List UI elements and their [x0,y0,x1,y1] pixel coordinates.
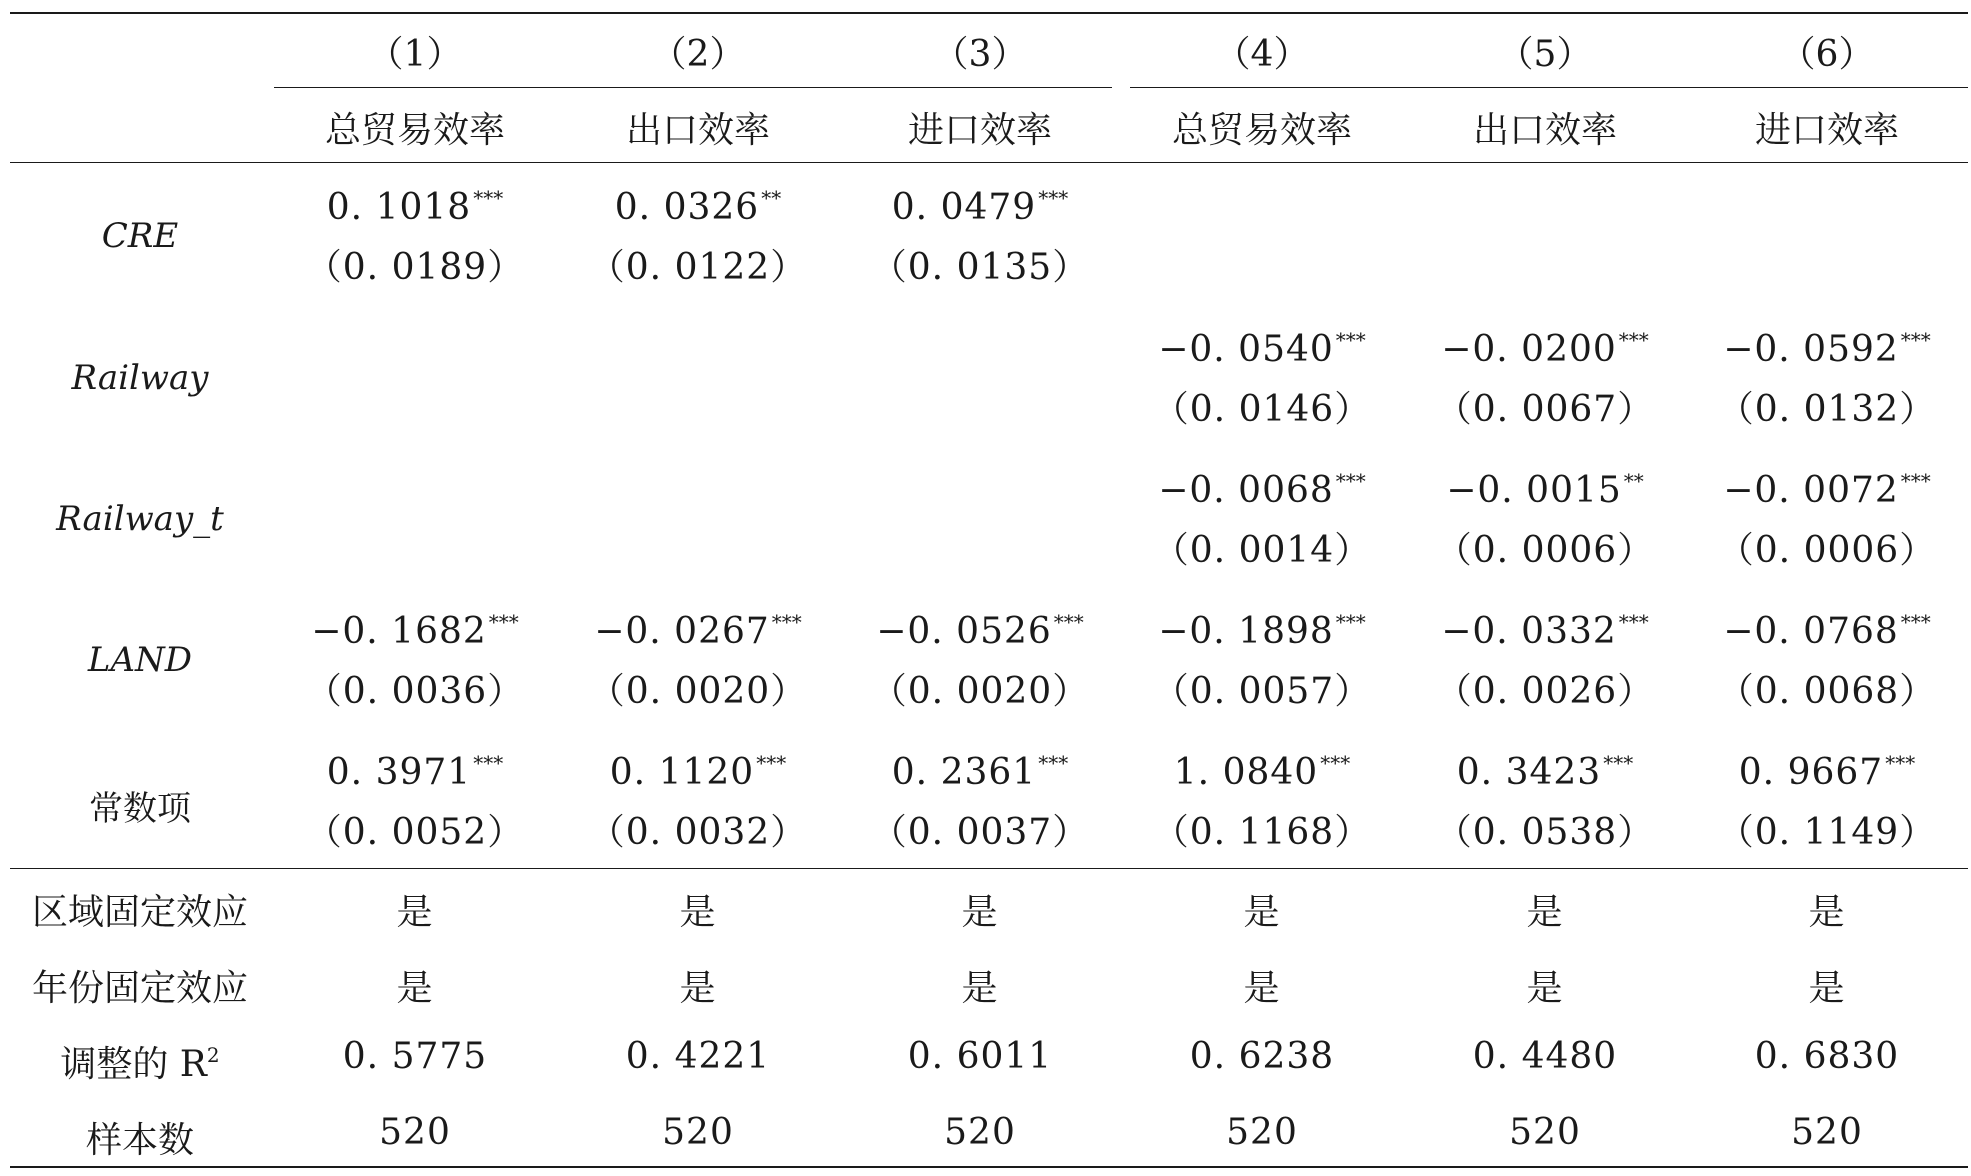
coefficient-number: −0. 0015 [1446,470,1622,511]
standard-error: （0. 1168） [1152,812,1372,853]
body-bottom-rule [10,868,1968,869]
significance-stars: *** [1900,469,1931,493]
coefficient-number: 0. 1018 [326,187,472,228]
standard-error: （0. 0122） [588,247,808,288]
coefficient-number: 1. 0840 [1173,752,1319,793]
standard-error: （0. 0068） [1717,671,1937,712]
coefficient-value [1697,328,1957,370]
variable-label: CRE [101,216,179,256]
coefficient-number: −0. 1682 [311,611,487,652]
column-number: （5） [1497,34,1593,75]
significance-stars: *** [1900,610,1931,634]
stat-value: 520 [379,1112,451,1153]
stat-value: 0. 4480 [1472,1036,1618,1077]
standard-error: （0. 0006） [1717,530,1937,571]
standard-error: （0. 0538） [1435,812,1655,853]
column-number: （1） [367,34,463,75]
stat-value: 0. 6238 [1189,1036,1335,1077]
column-header: 进口效率 [1754,110,1899,151]
stat-label: 调整的 $R^2$ [60,1043,220,1085]
significance-stars: *** [1900,328,1931,352]
column-number: （3） [932,34,1028,75]
stat-value: 是 [1808,892,1846,933]
standard-error: （0. 0006） [1435,530,1655,571]
coefficient-number: −0. 0768 [1723,611,1899,652]
significance-stars: *** [1038,186,1069,210]
column-header: 总贸易效率 [324,110,505,151]
stat-value: 0. 6011 [907,1036,1053,1077]
column-header: 出口效率 [1472,110,1617,151]
stat-value: 是 [961,892,999,933]
coefficient-value [850,610,1110,652]
standard-error: （0. 0037） [870,812,1090,853]
coefficient-number: 0. 0326 [614,187,760,228]
significance-stars: *** [1885,751,1916,775]
significance-stars: *** [1335,610,1366,634]
stat-value: 是 [1808,968,1846,1009]
significance-stars: *** [771,610,802,634]
stat-value: 520 [662,1112,734,1153]
coefficient-number: −0. 0592 [1723,329,1899,370]
significance-stars: *** [1618,328,1649,352]
coefficient-value [1132,469,1392,511]
column-header: 进口效率 [907,110,1052,151]
column-number: （6） [1779,34,1875,75]
stat-value: 520 [1791,1112,1863,1153]
column-number: （4） [1214,34,1310,75]
stat-value: 520 [944,1112,1016,1153]
significance-stars: *** [1335,469,1366,493]
significance-stars: *** [1603,751,1634,775]
coefficient-number: −0. 0332 [1441,611,1617,652]
coefficient-number: −0. 0267 [594,611,770,652]
stat-value: 是 [1243,968,1281,1009]
standard-error: （0. 0032） [588,812,808,853]
coefficient-number: −0. 1898 [1158,611,1334,652]
stat-label: 样本数 [85,1120,194,1161]
significance-stars: *** [488,610,519,634]
significance-stars: *** [1618,610,1649,634]
variable-label: LAND [87,640,193,680]
variable-label: Railway_t [56,499,224,539]
coefficient-value [1132,610,1392,652]
coefficient-value [1415,751,1675,793]
coefficient-value [1415,328,1675,370]
stat-value: 是 [1526,892,1564,933]
significance-stars: *** [473,751,504,775]
significance-stars: ** [761,186,782,210]
coefficient-number: −0. 0072 [1723,470,1899,511]
column-header: 出口效率 [625,110,770,151]
variable-label: 常数项 [89,789,191,829]
stat-value: 0. 5775 [342,1036,488,1077]
stat-value: 是 [679,892,717,933]
coefficient-value [1415,469,1675,511]
coefficient-number: 0. 9667 [1738,752,1884,793]
stat-label: 区域固定效应 [31,892,248,933]
coefficient-number: −0. 0200 [1441,329,1617,370]
standard-error: （0. 0036） [305,671,525,712]
standard-error: （0. 0135） [870,247,1090,288]
standard-error: （0. 0067） [1435,389,1655,430]
coefficient-value [1415,610,1675,652]
stat-value: 是 [961,968,999,1009]
stat-value: 0. 4221 [625,1036,771,1077]
significance-stars: *** [473,186,504,210]
group-rule-right [1130,87,1968,88]
stat-label-superscript: 2 [206,1043,220,1067]
significance-stars: *** [1038,751,1069,775]
coefficient-number: −0. 0540 [1158,329,1334,370]
stat-value: 是 [396,968,434,1009]
coefficient-number: 0. 0479 [891,187,1037,228]
stat-value: 是 [1526,968,1564,1009]
variable-label: Railway [71,358,209,398]
coefficient-value [568,751,828,793]
coefficient-value [1697,610,1957,652]
significance-stars: *** [1053,610,1084,634]
top-rule [10,12,1968,14]
stat-value: 是 [396,892,434,933]
coefficient-number: 0. 1120 [609,752,755,793]
standard-error: （0. 0020） [588,671,808,712]
coefficient-value [1697,751,1957,793]
standard-error: （0. 0132） [1717,389,1937,430]
standard-error: （0. 0057） [1152,671,1372,712]
stat-value: 520 [1509,1112,1581,1153]
stat-value: 520 [1226,1112,1298,1153]
stat-value: 0. 6830 [1754,1036,1900,1077]
stat-label: 年份固定效应 [31,968,248,1009]
coefficient-number: 0. 3423 [1456,752,1602,793]
standard-error: （0. 1149） [1717,812,1937,853]
coefficient-value [285,751,545,793]
coefficient-value [1132,751,1392,793]
coefficient-value [850,751,1110,793]
coefficient-number: −0. 0526 [876,611,1052,652]
bottom-rule [10,1166,1968,1168]
standard-error: （0. 0014） [1152,530,1372,571]
stat-value: 是 [1243,892,1281,933]
coefficient-number: 0. 2361 [891,752,1037,793]
standard-error: （0. 0052） [305,812,525,853]
significance-stars: *** [1320,751,1351,775]
header-bottom-rule [10,162,1968,163]
coefficient-value [1132,328,1392,370]
coefficient-number: 0. 3971 [326,752,472,793]
significance-stars: *** [756,751,787,775]
standard-error: （0. 0020） [870,671,1090,712]
standard-error: （0. 0189） [305,247,525,288]
column-number: （2） [650,34,746,75]
significance-stars: *** [1335,328,1366,352]
coefficient-value [568,610,828,652]
coefficient-value [285,610,545,652]
coefficient-number: −0. 0068 [1158,470,1334,511]
standard-error: （0. 0026） [1435,671,1655,712]
stat-value: 是 [679,968,717,1009]
group-rule-left [274,87,1112,88]
coefficient-value [568,186,828,228]
column-header: 总贸易效率 [1171,110,1352,151]
standard-error: （0. 0146） [1152,389,1372,430]
coefficient-value [850,186,1110,228]
coefficient-value [285,186,545,228]
significance-stars: ** [1623,469,1644,493]
coefficient-value [1697,469,1957,511]
